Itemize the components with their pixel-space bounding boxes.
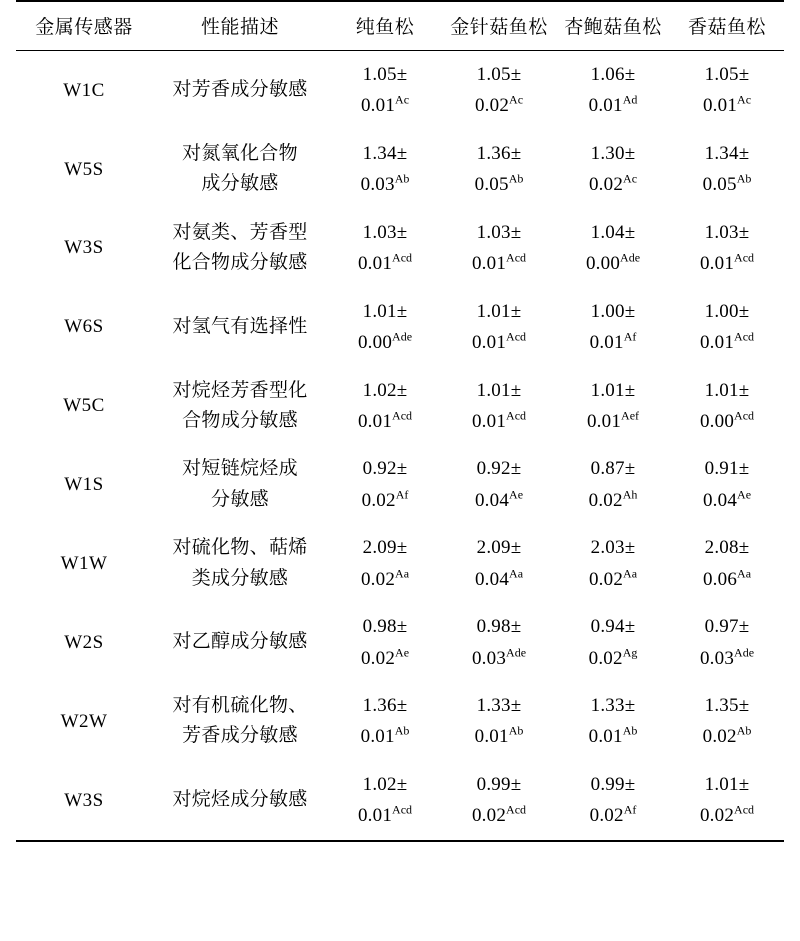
value-sd — [445, 91, 553, 120]
value-mean: 1.03± — [362, 221, 408, 243]
cell-value — [670, 682, 784, 761]
value-mean: 1.30± — [590, 142, 636, 164]
value-mean: 2.09± — [476, 537, 522, 559]
value-sd — [559, 486, 667, 515]
cell-value — [670, 209, 784, 288]
cell-value — [556, 367, 670, 446]
column-header-king-oyster: 杏鲍菇鱼松 — [564, 17, 662, 38]
value-sd — [331, 407, 439, 436]
value-superscript: Ac — [509, 93, 524, 108]
value-superscript: Af — [623, 802, 637, 817]
value-mean: 0.98± — [362, 616, 408, 638]
value-mean: 1.05± — [476, 64, 522, 85]
value-sd-number: 0.01 — [471, 253, 507, 275]
value-mean: 1.00± — [704, 300, 750, 322]
cell-value — [328, 367, 442, 446]
value-superscript: Acd — [392, 802, 413, 817]
value-sd-number: 0.02 — [474, 95, 510, 117]
cell-sensor: W5S — [64, 158, 104, 180]
value-sd-number: 0.01 — [586, 410, 622, 432]
value-superscript: Ab — [622, 724, 638, 739]
value-superscript: Acd — [734, 802, 755, 817]
value-superscript: Ab — [394, 171, 410, 186]
value-sd — [445, 328, 553, 357]
value-mean: 0.98± — [476, 616, 522, 638]
value-sd-number: 0.01 — [588, 726, 623, 748]
cell-description: 对烷烃成分敏感 — [172, 789, 308, 811]
table-row — [16, 761, 784, 840]
value-superscript: Ab — [508, 724, 524, 739]
cell-sensor: W2W — [60, 710, 108, 732]
value-mean: 1.35± — [704, 695, 750, 716]
cell-value — [670, 130, 784, 209]
column-header-plain: 纯鱼松 — [355, 17, 415, 38]
cell-value — [442, 761, 556, 840]
cell-description: 对烷烃芳香型化 合物成分敏感 — [172, 379, 308, 431]
value-mean: 1.34± — [362, 142, 408, 164]
value-mean: 1.01± — [590, 379, 636, 401]
value-superscript: Aa — [737, 566, 752, 581]
cell-value — [670, 367, 784, 446]
value-mean: 1.34± — [704, 142, 750, 164]
value-mean: 1.01± — [362, 300, 408, 322]
cell-sensor: W1W — [60, 552, 108, 574]
value-sd — [559, 328, 667, 357]
value-superscript: Acd — [392, 408, 413, 423]
value-superscript: Acd — [734, 408, 755, 423]
cell-value — [556, 445, 670, 524]
column-header-shiitake: 香菇鱼松 — [687, 17, 766, 38]
value-mean: 1.04± — [590, 221, 636, 243]
value-superscript: Af — [623, 329, 637, 344]
cell-value — [442, 209, 556, 288]
value-sd — [331, 91, 439, 120]
cell-value — [670, 445, 784, 524]
cell-description: 对乙醇成分敏感 — [172, 631, 308, 653]
value-mean: 1.05± — [704, 64, 750, 85]
value-sd — [673, 170, 781, 199]
value-sd-number: 0.01 — [360, 726, 395, 748]
cell-value — [556, 288, 670, 367]
value-sd-number: 0.01 — [702, 95, 738, 117]
value-mean: 1.01± — [476, 300, 522, 322]
value-sd-number: 0.01 — [699, 253, 735, 275]
value-sd — [673, 249, 781, 278]
value-mean: 1.36± — [476, 142, 522, 164]
value-sd-number: 0.02 — [360, 647, 396, 669]
value-superscript: Ab — [508, 171, 524, 186]
value-sd — [673, 91, 781, 120]
value-sd-number: 0.01 — [589, 332, 624, 354]
value-sd-number: 0.01 — [474, 726, 509, 748]
cell-value — [442, 288, 556, 367]
value-sd-number: 0.02 — [589, 805, 624, 827]
value-sd-number: 0.06 — [702, 568, 738, 590]
cell-value — [670, 603, 784, 682]
value-sd-number: 0.02 — [702, 726, 737, 748]
column-header-description: 性能描述 — [200, 17, 279, 38]
value-superscript: Ac — [737, 93, 752, 108]
value-sd — [673, 328, 781, 357]
value-superscript: Ac — [395, 93, 410, 108]
value-sd — [445, 722, 553, 751]
cell-sensor: W1S — [64, 474, 104, 496]
value-mean: 0.94± — [590, 616, 636, 638]
value-sd — [445, 407, 553, 436]
value-superscript: Aa — [509, 566, 524, 581]
value-sd — [673, 486, 781, 515]
value-mean: 1.01± — [704, 379, 750, 401]
value-sd-number: 0.04 — [702, 489, 738, 511]
value-superscript: Acd — [506, 250, 527, 265]
value-sd-number: 0.04 — [474, 568, 510, 590]
value-sd — [559, 170, 667, 199]
cell-sensor: W3S — [64, 237, 104, 259]
value-sd-number: 0.00 — [585, 253, 621, 275]
cell-value — [556, 603, 670, 682]
table-row — [16, 209, 784, 288]
cell-value — [442, 367, 556, 446]
value-superscript: Ad — [622, 93, 638, 108]
value-sd-number: 0.02 — [588, 568, 624, 590]
cell-description: 对有机硫化物、 芳香成分敏感 — [172, 695, 308, 747]
table-row — [16, 682, 784, 761]
cell-value — [556, 51, 670, 130]
value-sd — [673, 407, 781, 436]
cell-value — [442, 445, 556, 524]
cell-value — [670, 51, 784, 130]
cell-value — [670, 288, 784, 367]
cell-value — [442, 603, 556, 682]
table-bottom-rule — [16, 840, 784, 842]
cell-value — [556, 209, 670, 288]
sensor-response-table — [16, 0, 784, 840]
cell-value — [442, 51, 556, 130]
value-sd-number: 0.04 — [474, 489, 510, 511]
table-row — [16, 603, 784, 682]
value-sd-number: 0.05 — [702, 174, 737, 196]
cell-value — [556, 130, 670, 209]
value-sd-number: 0.00 — [357, 332, 393, 354]
column-header-sensor: 金属传感器 — [35, 17, 133, 38]
value-sd-number: 0.03 — [699, 647, 735, 669]
table-header-row — [16, 1, 784, 51]
table-row — [16, 367, 784, 446]
value-sd-number: 0.02 — [588, 489, 623, 511]
value-superscript: Acd — [734, 250, 755, 265]
value-sd — [559, 644, 667, 673]
value-superscript: Acd — [506, 329, 527, 344]
value-sd-number: 0.01 — [699, 332, 735, 354]
value-sd — [331, 722, 439, 751]
value-sd — [445, 249, 553, 278]
value-superscript: Ade — [734, 645, 755, 660]
value-sd — [445, 486, 553, 515]
value-sd-number: 0.03 — [471, 647, 507, 669]
value-sd — [559, 722, 667, 751]
table-row — [16, 524, 784, 603]
value-superscript: Ade — [392, 329, 413, 344]
value-mean: 1.06± — [590, 64, 636, 85]
value-sd-number: 0.02 — [588, 647, 623, 669]
value-superscript: Ab — [736, 171, 752, 186]
value-superscript: Ae — [509, 487, 524, 502]
value-superscript: Aa — [395, 566, 410, 581]
cell-value — [328, 603, 442, 682]
value-mean: 1.03± — [704, 221, 750, 243]
cell-value — [328, 51, 442, 130]
cell-sensor: W3S — [64, 789, 104, 811]
cell-description: 对芳香成分敏感 — [172, 79, 308, 101]
value-sd-number: 0.02 — [588, 174, 624, 196]
value-superscript: Ade — [506, 645, 527, 660]
value-sd — [445, 170, 553, 199]
cell-value — [442, 524, 556, 603]
cell-description: 对硫化物、萜烯 类成分敏感 — [172, 537, 308, 589]
value-sd — [559, 249, 667, 278]
cell-description: 对短链烷烃成 分敏感 — [182, 458, 298, 510]
value-mean: 0.87± — [590, 458, 636, 480]
value-sd-number: 0.01 — [471, 332, 507, 354]
table-row — [16, 51, 784, 130]
value-sd — [331, 170, 439, 199]
value-superscript: Ac — [623, 171, 638, 186]
value-superscript: Acd — [734, 329, 755, 344]
table-header — [16, 1, 784, 51]
value-sd-number: 0.01 — [588, 95, 623, 117]
cell-value — [328, 130, 442, 209]
value-sd-number: 0.01 — [357, 253, 393, 275]
value-mean: 0.99± — [476, 773, 522, 795]
cell-value — [670, 524, 784, 603]
cell-value — [556, 524, 670, 603]
value-sd-number: 0.02 — [699, 805, 735, 827]
value-sd — [673, 644, 781, 673]
value-mean: 1.33± — [590, 695, 636, 716]
table-body — [16, 51, 784, 840]
value-mean: 2.08± — [704, 537, 750, 559]
cell-sensor: W6S — [64, 316, 104, 338]
value-superscript: Acd — [506, 408, 527, 423]
cell-sensor: W5C — [63, 395, 105, 417]
value-sd — [559, 565, 667, 594]
value-sd — [331, 328, 439, 357]
value-sd — [559, 801, 667, 830]
cell-value — [328, 761, 442, 840]
cell-value — [670, 761, 784, 840]
value-mean: 1.03± — [476, 221, 522, 243]
value-sd-number: 0.01 — [357, 805, 393, 827]
value-sd-number: 0.02 — [360, 568, 396, 590]
column-header-enoki: 金针菇鱼松 — [450, 17, 548, 38]
table-row — [16, 445, 784, 524]
value-superscript: Ag — [622, 645, 638, 660]
value-sd-number: 0.01 — [471, 410, 507, 432]
value-mean: 0.97± — [704, 616, 750, 638]
cell-sensor: W2S — [64, 631, 104, 653]
cell-value — [556, 682, 670, 761]
value-superscript: Af — [395, 487, 409, 502]
cell-value — [556, 761, 670, 840]
value-sd-number: 0.02 — [361, 489, 396, 511]
cell-value — [328, 288, 442, 367]
value-superscript: Aef — [621, 408, 640, 423]
value-sd-number: 0.01 — [357, 410, 393, 432]
cell-sensor: W1C — [63, 79, 105, 101]
value-superscript: Ab — [736, 724, 752, 739]
value-mean: 1.33± — [476, 695, 522, 716]
value-superscript: Aa — [623, 566, 638, 581]
table-row — [16, 288, 784, 367]
value-superscript: Ab — [394, 724, 410, 739]
cell-value — [442, 682, 556, 761]
cell-value — [328, 445, 442, 524]
value-sd — [445, 644, 553, 673]
value-superscript: Ae — [737, 487, 752, 502]
value-mean: 1.01± — [704, 773, 750, 795]
value-superscript: Ae — [395, 645, 410, 660]
value-sd-number: 0.05 — [474, 174, 509, 196]
value-sd — [331, 644, 439, 673]
cell-value — [328, 209, 442, 288]
cell-value — [328, 682, 442, 761]
value-sd — [445, 801, 553, 830]
value-sd — [331, 565, 439, 594]
value-sd-number: 0.00 — [699, 410, 735, 432]
value-superscript: Ah — [622, 487, 638, 502]
value-sd — [331, 249, 439, 278]
value-mean: 0.92± — [362, 458, 408, 480]
value-mean: 2.09± — [362, 537, 408, 559]
value-mean: 1.05± — [362, 64, 408, 85]
cell-value — [328, 524, 442, 603]
value-mean: 1.00± — [590, 300, 636, 322]
value-mean: 1.36± — [362, 695, 408, 716]
value-superscript: Acd — [506, 802, 527, 817]
value-sd — [445, 565, 553, 594]
value-sd — [559, 407, 667, 436]
value-mean: 1.01± — [476, 379, 522, 401]
value-sd — [331, 801, 439, 830]
cell-description: 对氮氧化合物 成分敏感 — [182, 142, 298, 195]
value-sd — [673, 801, 781, 830]
value-mean: 0.92± — [476, 458, 522, 480]
value-mean: 1.02± — [362, 773, 408, 795]
value-sd-number: 0.03 — [360, 174, 395, 196]
value-sd-number: 0.01 — [360, 95, 396, 117]
table-row — [16, 130, 784, 209]
cell-description: 对氨类、芳香型 化合物成分敏感 — [172, 221, 308, 274]
value-superscript: Ade — [620, 250, 641, 265]
value-mean: 2.03± — [590, 537, 636, 559]
value-mean: 1.02± — [362, 379, 408, 401]
value-sd — [673, 722, 781, 751]
value-superscript: Acd — [392, 250, 413, 265]
value-mean: 0.91± — [704, 458, 750, 480]
value-sd-number: 0.02 — [471, 805, 507, 827]
value-sd — [673, 565, 781, 594]
value-sd — [331, 486, 439, 515]
value-mean: 0.99± — [590, 773, 636, 795]
value-sd — [559, 91, 667, 120]
cell-description: 对氢气有选择性 — [172, 315, 308, 337]
cell-value — [442, 130, 556, 209]
